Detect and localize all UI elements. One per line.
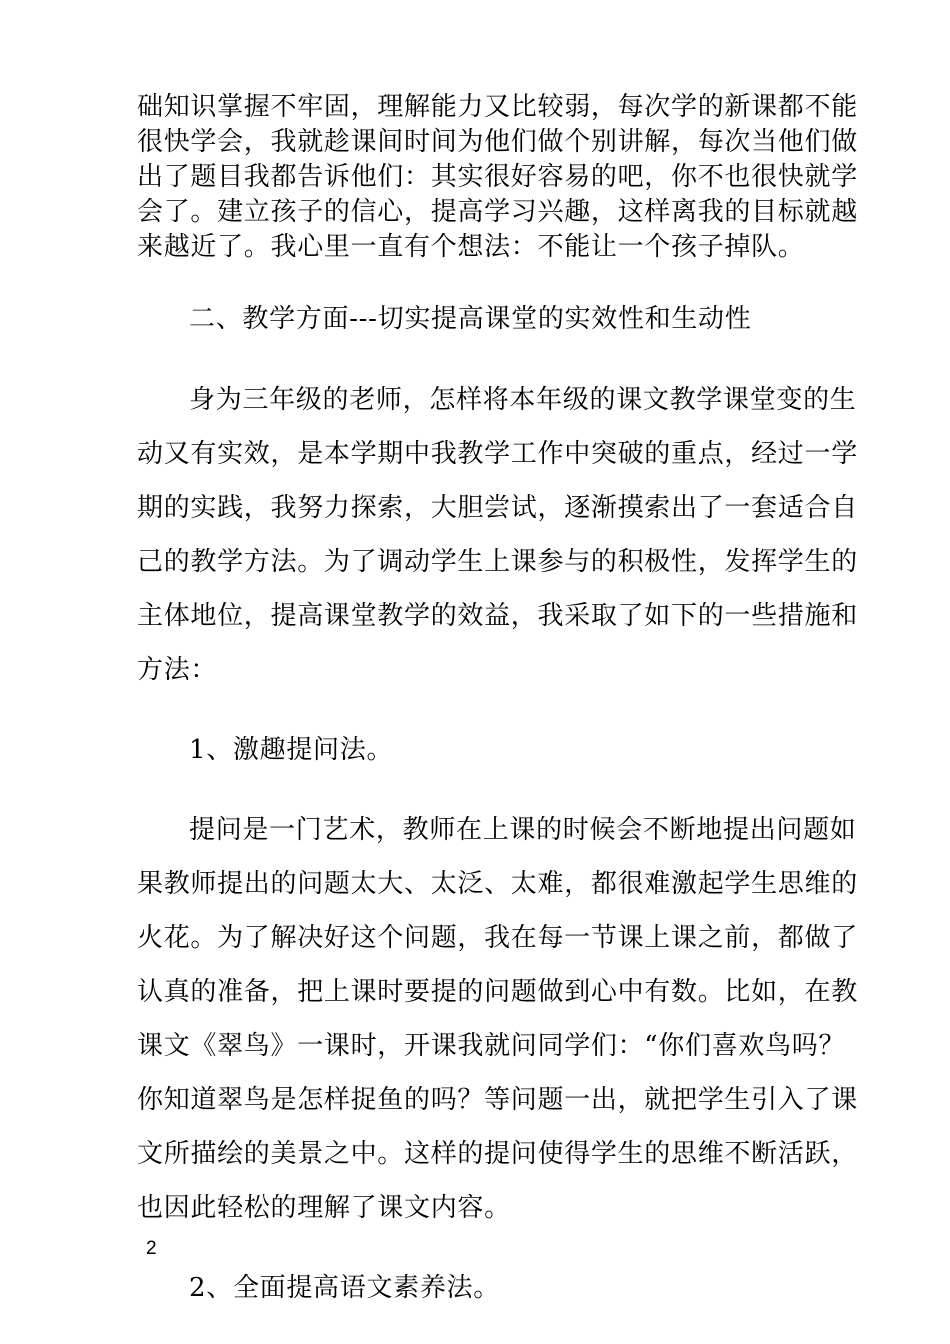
paragraph-method-1 — [137, 803, 858, 1235]
text-line: 己的教学方法。为了调动学生上课参与的积极性，发挥学生的 — [137, 547, 858, 577]
heading-line: 二、教学方面---切实提高课堂的实效性和生动性 — [189, 304, 752, 334]
text-line: 提问是一门艺术，教师在上课的时候会不断地提出问题如 — [189, 815, 857, 845]
text-line: 动又有实效，是本学期中我教学工作中突破的重点，经过一学 — [137, 439, 858, 469]
text-line: 方法： — [137, 655, 218, 685]
text-line: 火花。为了解决好这个问题，我在每一节课上课之前，都做了 — [137, 923, 858, 953]
page-number: 2 — [146, 1238, 157, 1259]
paragraph-continuation — [137, 90, 858, 265]
text-line: 很快学会，我就趁课间时间为他们做个别讲解，每次当他们做 — [137, 127, 858, 157]
method-2-heading — [137, 1261, 827, 1315]
heading-line: 2、全面提高语文素养法。 — [189, 1273, 500, 1303]
text-line: 课文《翠鸟》一课时，开课我就问同学们：“你们喜欢鸟吗？ — [137, 1031, 846, 1061]
text-line: 础知识掌握不牢固，理解能力又比较弱，每次学的新课都不能 — [137, 92, 858, 122]
text-line: 身为三年级的老师，怎样将本年级的课文教学课堂变的生 — [189, 385, 857, 415]
text-line: 出了题目我都告诉他们：其实很好容易的吧，你不也很快就学 — [137, 162, 858, 192]
text-line: 会了。建立孩子的信心，提高学习兴趣，这样离我的目标就越 — [137, 197, 858, 227]
text-line: 文所描绘的美景之中。这样的提问使得学生的思维不断活跃， — [137, 1139, 858, 1169]
page-body — [137, 90, 858, 1315]
text-line: 也因此轻松的理解了课文内容。 — [137, 1193, 511, 1223]
section-heading — [137, 292, 827, 346]
method-1-heading — [137, 723, 827, 777]
text-line: 果教师提出的问题太大、太泛、太难，都很难激起学生思维的 — [137, 869, 858, 899]
text-line: 主体地位，提高课堂教学的效益，我采取了如下的一些措施和 — [137, 601, 858, 631]
text-line: 来越近了。我心里一直有个想法：不能让一个孩子掉队。 — [137, 232, 805, 262]
paragraph-teaching-intro — [137, 373, 858, 697]
text-line: 期的实践，我努力探索，大胆尝试，逐渐摸索出了一套适合自 — [137, 493, 858, 523]
heading-line: 1、激趣提问法。 — [189, 735, 394, 765]
text-line: 认真的准备，把上课时要提的问题做到心中有数。比如，在教 — [137, 977, 858, 1007]
text-line: 你知道翠鸟是怎样捉鱼的吗？等问题一出，就把学生引入了课 — [137, 1085, 858, 1115]
